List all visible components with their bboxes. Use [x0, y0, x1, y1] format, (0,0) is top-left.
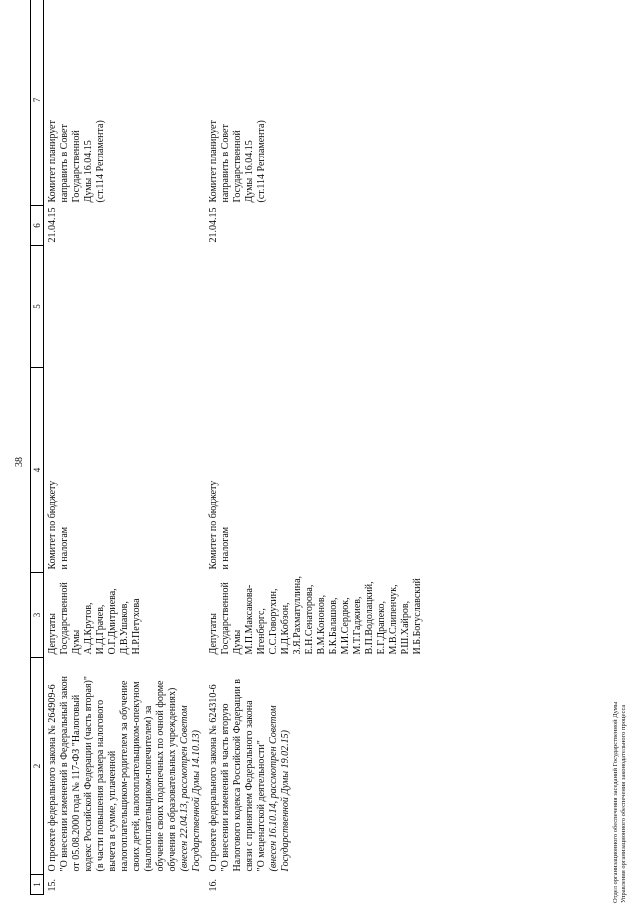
description-line: "О внесении изменений в Федеральный закон — [59, 676, 70, 872]
author-line: М.П.Максакова- — [244, 584, 255, 655]
description-line: обучение своих подопечных по очной форме — [155, 680, 166, 872]
column-header-7: 7 — [31, 0, 44, 206]
action-line: Думы 16.04.15 — [244, 140, 255, 203]
description-note-line: Государственной Думы 14.10.13) — [191, 730, 202, 872]
column-5-value — [44, 246, 206, 368]
author-line: В.П.Водолацкий, — [364, 581, 375, 655]
description-note-line: (внесен 22.04.13, рассмотрен Советом — [179, 705, 190, 872]
bill-description — [205, 658, 426, 875]
column-header-6: 6 — [31, 206, 44, 246]
planned-action — [44, 0, 206, 206]
bill-description — [44, 658, 206, 875]
committee-line: Комитет по бюджету — [47, 480, 58, 570]
action-line: направить в Совет — [59, 124, 70, 203]
author-line: М.Т.Гаджиев, — [352, 596, 363, 655]
page-number: 38 — [14, 457, 25, 467]
committee-line: и налогам — [59, 526, 70, 570]
author-line: Д.В.Ушаков, — [119, 601, 130, 655]
author-line: Е.Н.Сенаторова, — [304, 584, 315, 655]
action-line: (ст.114 Регламента) — [95, 120, 106, 203]
action-line: Государственной — [232, 130, 243, 203]
author-line: М.И.Сердюк, — [340, 597, 351, 655]
action-line: Государственной — [71, 130, 82, 203]
description-line: налогоплательщиком-родителем за обучение — [119, 680, 130, 872]
committee-line: Комитет по бюджету — [208, 480, 219, 570]
date-value: 21.04.15 — [208, 207, 219, 243]
author-line: З.Я.Рахматуллина, — [292, 575, 303, 655]
bill-authors — [205, 573, 426, 658]
footer-department — [612, 702, 628, 903]
author-line: С.С.Говорухин, — [268, 588, 279, 655]
author-line: Б.К.Балашов, — [328, 597, 339, 655]
description-line: (налогоплательщиком-попечителем) за — [143, 705, 154, 872]
author-line: И.Б.Богуславский — [412, 578, 423, 655]
column-header-5: 5 — [31, 246, 44, 368]
description-line: обучения в образовательных учреждениях) — [167, 687, 178, 872]
author-line: И.Д.Грачев, — [95, 604, 106, 655]
bills-table — [30, 0, 426, 895]
author-line: А.Д.Крутов, — [83, 602, 94, 655]
responsible-committee — [44, 368, 206, 573]
author-line: Депутаты — [208, 613, 219, 655]
table-row — [205, 0, 426, 895]
author-line: Депутаты — [47, 613, 58, 655]
row-number: 15. — [47, 879, 58, 892]
committee-line: и налогам — [220, 526, 231, 570]
description-line: "О меценатской деятельности" — [256, 740, 267, 872]
description-line: О проекте федерального закона № 264909-6 — [47, 684, 58, 872]
author-line: И.Д.Кобзон, — [280, 602, 291, 655]
description-line: вычета в сумме, уплаченной — [107, 750, 118, 872]
column-header-row — [31, 0, 44, 895]
author-line: Н.Р.Петухова — [131, 598, 142, 655]
description-line: О проекте федерального закона № 624310-6 — [208, 684, 219, 872]
author-line: В.М.Кононов, — [316, 594, 327, 655]
description-note-line: (внесен 16.10.14, рассмотрен Советом — [268, 705, 279, 872]
column-header-2: 2 — [31, 658, 44, 875]
author-line: О.Г.Дмитриева, — [107, 588, 118, 655]
planned-action — [205, 0, 426, 206]
column-header-4: 4 — [31, 368, 44, 573]
responsible-committee — [205, 368, 426, 573]
author-line: Думы — [232, 629, 243, 655]
action-line: Думы 16.04.15 — [83, 140, 94, 203]
column-header-3: 3 — [31, 573, 44, 658]
author-line: Игенбергс, — [256, 608, 267, 655]
column-5-value — [205, 246, 426, 368]
description-line: (в части повышения размера налогового — [95, 699, 106, 872]
description-line: своих детей, налогоплательщиком-опекуном — [131, 681, 142, 872]
description-line: от 05.08.2000 года № 117-ФЗ "Налоговый — [71, 694, 82, 872]
bill-authors — [44, 573, 206, 658]
author-line: Е.Г.Драпеко, — [376, 600, 387, 655]
footer-line: Отдел организационного обеспечения заседаний Государственной Думы — [612, 701, 619, 903]
description-line: Налогового кодекса Российской Федерации в — [232, 678, 243, 872]
description-line: кодекс Российской Федерации (часть вторая)" — [83, 676, 94, 872]
action-line: Комитет планирует — [47, 120, 58, 203]
author-line: М.В.Слипенчук, — [388, 584, 399, 655]
date-value: 21.04.15 — [47, 207, 58, 243]
author-line: Р.Ш.Хайров, — [400, 600, 411, 655]
action-line: (ст.114 Регламента) — [256, 120, 267, 203]
author-line: Думы — [71, 629, 82, 655]
author-line: Государственной — [59, 582, 70, 655]
description-line: "О внесении изменений в часть вторую — [220, 703, 231, 872]
action-line: направить в Совет — [220, 124, 231, 203]
footer-line: Управления организационного обеспечения законодательного процесса — [620, 704, 627, 903]
row-number: 16. — [208, 879, 219, 892]
description-note-line: Государственной Думы 19.02.15) — [280, 730, 291, 872]
column-header-1: 1 — [31, 875, 44, 895]
description-line: связи с принятием Федерального закона — [244, 700, 255, 872]
action-line: Комитет планирует — [208, 120, 219, 203]
author-line: Государственной — [220, 582, 231, 655]
table-row — [44, 0, 206, 895]
